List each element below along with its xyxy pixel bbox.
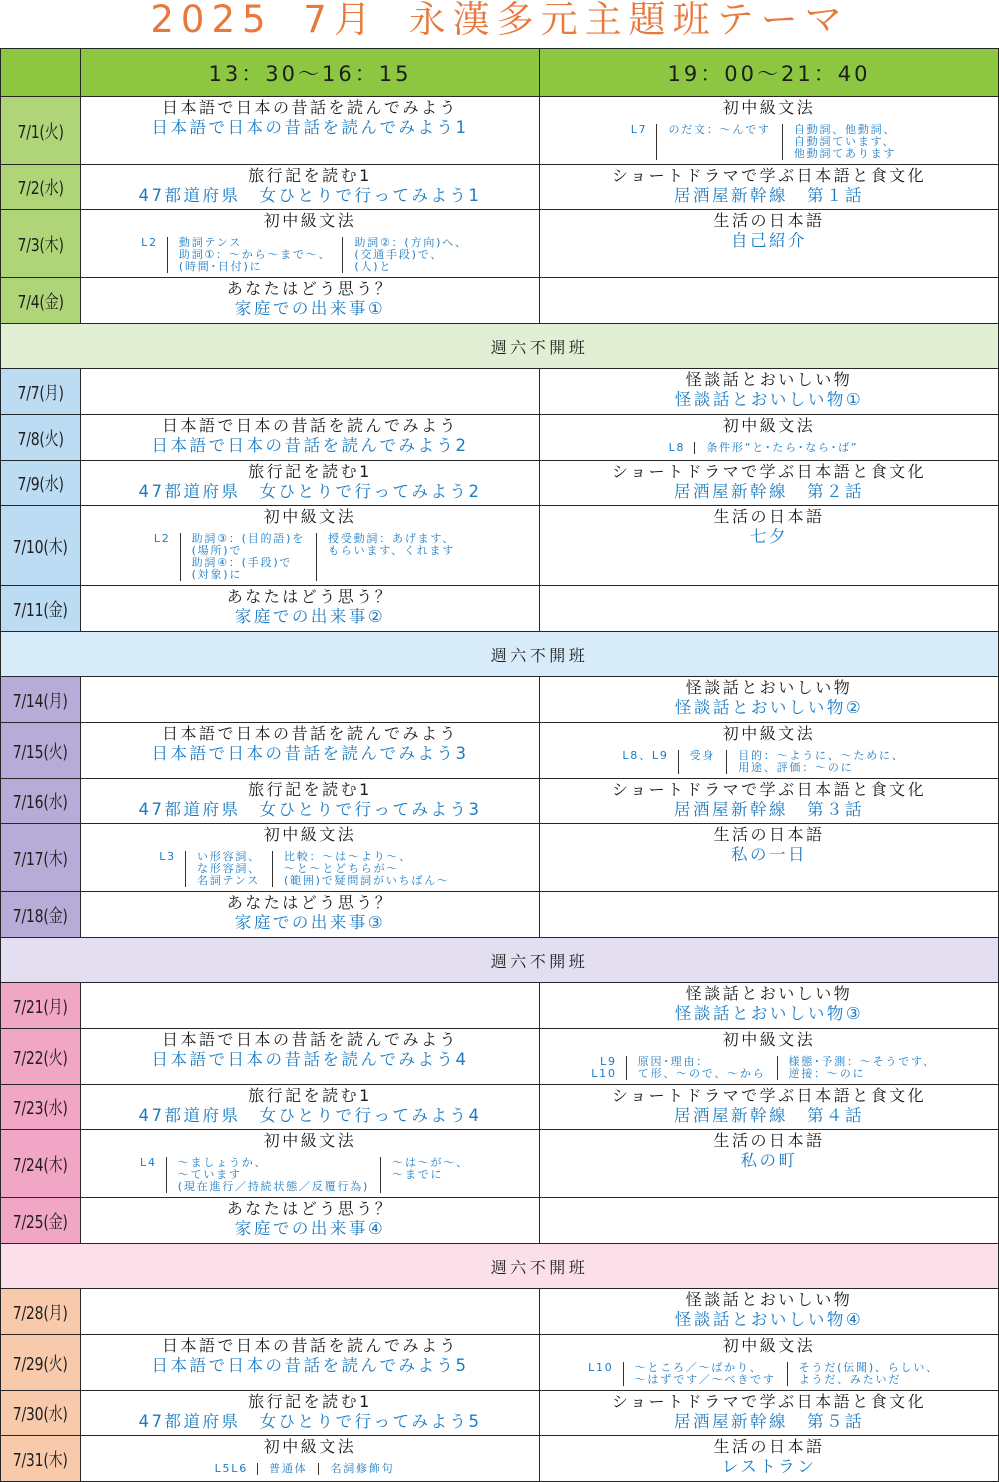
grammar-point-line: 条件形“と･たら･なら･ば” [706,441,859,454]
session-topic: 居酒屋新幹線 第２話 [674,482,864,501]
session-topic: 47都道府県 女ひとりで行ってみよう4 [138,1106,482,1125]
session-cell-afternoon [81,1335,540,1391]
date-cell [1,779,81,824]
session-cell-afternoon [81,506,540,586]
date-cell [1,824,81,892]
session-title: ショートドラマで学ぶ日本語と食文化 [611,1392,927,1411]
session-title: あなたはどう思う？ [226,279,394,298]
grammar-point-line: 名詞修飾句 [330,1462,395,1475]
grammar-point-line: て形、～ので、～から [637,1067,766,1080]
grammar-point-line: い形容詞、 [196,850,261,863]
date-cell [1,723,81,779]
grammar-point-line: ～ています [177,1168,242,1181]
session-topic: 居酒屋新幹線 第５話 [674,1412,864,1431]
lesson-line: L4 [140,1156,157,1169]
schedule-table [0,48,999,1482]
session-topic: 怪談話とおいしい物① [674,390,864,409]
schedule-row [1,1335,999,1391]
date-label: 7/10(木) [13,536,68,558]
grammar-point [726,750,915,774]
date-label: 7/29(火) [13,1353,68,1375]
schedule-row [1,415,999,461]
session-cell-afternoon [81,586,540,632]
session-cell-evening [540,506,999,586]
session-topic: 居酒屋新幹線 第１話 [674,186,864,205]
closed-row [1,324,999,369]
date-cell [1,506,81,586]
session-topic: レストラン [721,1457,817,1476]
session-cell-afternoon [81,415,540,461]
grammar-point-line: 名詞テンス [196,874,261,887]
schedule-row [1,506,999,586]
schedule-row [1,1391,999,1436]
grammar-details [669,442,870,454]
session-cell-afternoon [81,1029,540,1085]
session-cell-evening [540,461,999,506]
grammar-point-line: な形容詞、 [196,862,261,875]
schedule-row [1,824,999,892]
session-title: 初中級文法 [722,1030,816,1049]
lesson-line: L5L6 [214,1462,249,1475]
schedule-row [1,779,999,824]
lesson-line: L8、L9 [622,749,669,762]
grammar-point-line: ～と～とどちらが～ [283,862,400,875]
session-cell-afternoon [81,1391,540,1436]
session-title: 旅行記を読む1 [248,462,372,481]
session-topic: 家庭での出来事④ [234,1219,386,1238]
lesson-label [215,1463,257,1475]
lesson-label [591,1056,626,1080]
date-cell [1,1391,81,1436]
grammar-point [257,1463,318,1475]
session-topic: 私の町 [740,1151,798,1170]
lesson-line: L7 [630,123,648,136]
date-label: 7/11(金) [13,599,68,621]
date-cell [1,97,81,165]
session-cell-evening [540,369,999,415]
date-label: 7/17(木) [13,848,68,870]
grammar-point-line: 助詞①：～から～まで～、 [178,248,332,261]
header-date-cell [1,49,81,97]
session-cell-evening [540,1130,999,1198]
session-title: 旅行記を読む1 [248,1392,372,1411]
session-topic: 47都道府県 女ひとりで行ってみよう3 [138,800,482,819]
session-topic: 怪談話とおいしい物③ [674,1004,864,1023]
lesson-line: L8 [668,441,686,454]
grammar-point [656,124,781,160]
session-cell-evening [540,824,999,892]
date-label: 7/15(火) [13,741,68,763]
grammar-point [318,1463,405,1475]
session-cell-evening [540,1436,999,1482]
lesson-label [588,1362,623,1386]
session-cell-afternoon [81,1436,540,1482]
grammar-details [591,1056,947,1080]
date-label: 7/24(木) [13,1154,68,1176]
grammar-point-line: ～ましょうか、 [177,1156,268,1169]
session-title: あなたはどう思う？ [226,893,394,912]
session-topic: 怪談話とおいしい物② [674,698,864,717]
date-cell [1,1335,81,1391]
grammar-point-line: 様態･予測：～そうです、 [788,1055,936,1068]
closed-label: 週六不開班 [490,645,589,665]
grammar-point-line: 比較：～は～より～、 [283,850,412,863]
date-label: 7/25(金) [13,1211,68,1233]
session-title: 怪談話とおいしい物 [685,678,853,697]
grammar-point-line: (場所)で [191,544,243,557]
date-label: 7/28(月) [13,1302,68,1324]
schedule-row [1,278,999,324]
grammar-point [166,1157,380,1193]
grammar-point-line: 助詞③：(目的語)を [191,532,306,545]
schedule-row [1,1289,999,1335]
session-cell-afternoon [81,1130,540,1198]
closed-cell [1,632,999,677]
grammar-details [159,851,461,887]
header-row [1,49,999,97]
session-topic: 居酒屋新幹線 第４話 [674,1106,864,1125]
grammar-point [777,1056,947,1080]
empty-slot-afternoon [81,983,540,1029]
session-topic: 私の一日 [731,845,807,864]
date-cell [1,677,81,723]
session-topic: 家庭での出来事② [234,607,386,626]
session-topic: 日本語で日本の昔話を読んでみよう1 [151,118,469,137]
session-cell-afternoon [81,1198,540,1244]
lesson-label [669,442,695,454]
grammar-point-line: ～までに [392,1168,444,1181]
session-title: 生活の日本語 [713,507,825,526]
session-title: 初中級文法 [263,1437,357,1456]
session-title: 生活の日本語 [713,1437,825,1456]
grammar-point [316,533,466,581]
schedule-row [1,723,999,779]
session-topic: 怪談話とおいしい物④ [674,1310,864,1329]
date-cell [1,1085,81,1130]
session-title: 日本語で日本の昔話を読んでみよう [161,724,458,743]
session-cell-evening [540,779,999,824]
grammar-point-line: 用途、評価：～のに [738,761,854,774]
session-title: ショートドラマで学ぶ日本語と食文化 [611,1086,927,1105]
date-label: 7/3(木) [17,234,64,256]
date-cell [1,1436,81,1482]
session-topic: 日本語で日本の昔話を読んでみよう2 [151,436,469,455]
session-topic: 家庭での出来事① [234,299,386,318]
grammar-point [272,851,461,887]
date-label: 7/1(火) [17,121,64,143]
session-title: 初中級文法 [263,1131,357,1150]
date-cell [1,1198,81,1244]
date-label: 7/16(水) [13,792,68,813]
closed-cell [1,938,999,983]
grammar-point-line: (範囲)で疑問詞がいちばん～ [283,874,450,887]
date-label: 7/21(月) [13,996,68,1018]
session-cell-evening [540,677,999,723]
grammar-point [782,124,907,160]
session-topic: 日本語で日本の昔話を読んでみよう4 [151,1050,469,1069]
session-cell-afternoon [81,278,540,324]
closed-label: 週六不開班 [490,337,589,357]
session-topic: 日本語で日本の昔話を読んでみよう5 [151,1356,469,1375]
grammar-details [588,1362,950,1386]
session-title: 初中級文法 [263,211,357,230]
header-evening-cell [540,49,999,97]
session-topic: 居酒屋新幹線 第３話 [674,800,864,819]
empty-slot-afternoon [81,369,540,415]
grammar-point-line: 自動詞、他動詞、 [793,123,897,136]
grammar-point-line: 原因･理由： [637,1055,710,1068]
schedule-row [1,461,999,506]
session-title: 日本語で日本の昔話を読んでみよう [161,416,458,435]
grammar-point [342,237,478,273]
session-title: あなたはどう思う？ [226,587,394,606]
empty-slot-afternoon [81,677,540,723]
empty-slot-evening [540,892,999,938]
schedule-row [1,1130,999,1198]
grammar-details [154,533,466,581]
session-topic: 家庭での出来事③ [234,913,386,932]
date-cell [1,210,81,278]
grammar-point [623,1362,787,1386]
session-title: 初中級文法 [722,1336,816,1355]
grammar-point-line: 他動詞てあります [793,147,897,160]
session-cell-evening [540,415,999,461]
grammar-point-line: ～は～が～、 [392,1156,469,1169]
session-cell-afternoon [81,779,540,824]
date-label: 7/18(金) [13,905,68,927]
date-cell [1,278,81,324]
session-cell-evening [540,210,999,278]
empty-slot-evening [540,586,999,632]
date-label: 7/9(水) [17,474,64,495]
grammar-point-line: もらいます、くれます [328,544,456,557]
date-cell [1,1289,81,1335]
session-cell-afternoon [81,1085,540,1130]
grammar-details [215,1463,406,1475]
session-cell-evening [540,165,999,210]
lesson-label [154,533,180,581]
grammar-point-line: 普通体 [269,1462,308,1475]
empty-slot-afternoon [81,1289,540,1335]
schedule-row [1,1198,999,1244]
schedule-row [1,165,999,210]
lesson-line: L10 [588,1361,614,1374]
page-title: 2025 7月 永漢多元主題班テーマ [150,0,849,41]
grammar-point-line: 助詞④：(手段)で [191,556,293,569]
grammar-point-line: (人)と [354,260,393,273]
session-title: 日本語で日本の昔話を読んでみよう [161,1030,458,1049]
session-title: 日本語で日本の昔話を読んでみよう [161,1336,458,1355]
session-title: 旅行記を読む1 [248,166,372,185]
date-label: 7/14(月) [13,690,68,712]
schedule-row [1,586,999,632]
lesson-line: L9 [600,1055,617,1068]
schedule-row [1,1436,999,1482]
session-topic: 自己紹介 [731,231,807,250]
date-cell [1,165,81,210]
date-label: 7/31(木) [13,1449,68,1471]
date-label: 7/2(水) [17,178,64,199]
closed-label: 週六不開班 [490,1257,589,1277]
date-cell [1,892,81,938]
lesson-label [159,851,185,887]
schedule-row [1,369,999,415]
date-cell [1,415,81,461]
grammar-point-line: そうだ(伝聞)、らしい、 [798,1361,939,1374]
session-cell-afternoon [81,723,540,779]
session-topic: 七夕 [750,527,788,546]
date-label: 7/4(金) [17,291,64,313]
schedule-row [1,983,999,1029]
date-cell [1,369,81,415]
schedule-row [1,1029,999,1085]
session-title: 初中級文法 [722,416,816,435]
lesson-line: L2 [141,236,158,249]
session-cell-afternoon [81,892,540,938]
session-title: 初中級文法 [722,98,816,117]
session-cell-evening [540,1085,999,1130]
date-label: 7/22(火) [13,1047,68,1069]
empty-slot-evening [540,1198,999,1244]
closed-cell [1,324,999,369]
session-title: ショートドラマで学ぶ日本語と食文化 [611,462,927,481]
grammar-point-line: 授受動詞：あげます、 [328,532,456,545]
session-title: 生活の日本語 [713,211,825,230]
session-title: 初中級文法 [722,724,816,743]
grammar-point-line: (現在進行／持続状態／反覆行為) [177,1180,370,1193]
session-cell-evening [540,1029,999,1085]
grammar-point [626,1056,777,1080]
grammar-details [622,750,915,774]
grammar-point-line: 自動詞ています、 [793,135,896,148]
lesson-label [622,750,677,774]
lesson-line: L10 [591,1067,617,1080]
schedule-row [1,1085,999,1130]
date-cell [1,461,81,506]
session-topic: 47都道府県 女ひとりで行ってみよう5 [138,1412,482,1431]
session-topic: 日本語で日本の昔話を読んでみよう3 [151,744,469,763]
lesson-line: L2 [153,532,171,545]
closed-cell [1,1244,999,1289]
grammar-point-line: (対象)に [191,568,243,581]
schedule-row [1,677,999,723]
date-label: 7/8(火) [17,428,64,450]
session-title: 生活の日本語 [713,1131,825,1150]
grammar-point-line: 目的：～ように、～ために、 [738,749,905,762]
grammar-point [787,1362,950,1386]
grammar-point-line: のだ文：～んです [668,123,771,136]
session-title: 怪談話とおいしい物 [685,370,853,389]
session-title: 旅行記を読む1 [248,780,372,799]
grammar-point-line: ～ところ／～ばかり、 [634,1361,763,1374]
date-cell [1,1130,81,1198]
grammar-details [140,1157,480,1193]
lesson-label [140,1157,166,1193]
grammar-point-line: 動詞テンス [178,236,243,249]
session-cell-evening [540,1391,999,1436]
session-cell-afternoon [81,210,540,278]
date-cell [1,1029,81,1085]
date-label: 7/7(月) [17,382,64,404]
grammar-point [167,237,342,273]
date-label: 7/30(水) [13,1404,68,1425]
session-title: 旅行記を読む1 [248,1086,372,1105]
lesson-line: L3 [159,850,176,863]
session-title: 怪談話とおいしい物 [685,984,853,1003]
closed-label: 週六不開班 [490,951,589,971]
session-title: 怪談話とおいしい物 [685,1290,853,1309]
grammar-point-line: (時間･日付)に [178,260,263,273]
grammar-point [185,851,272,887]
grammar-point-line: ようだ、みたいだ [798,1373,902,1386]
session-topic: 47都道府県 女ひとりで行ってみよう2 [138,482,482,501]
grammar-point-line: 逆接：～のに [788,1067,866,1080]
session-title: 日本語で日本の昔話を読んでみよう [161,98,458,117]
grammar-point [678,750,727,774]
grammar-point-line: (交通手段)で、 [354,248,444,261]
header-afternoon-cell [81,49,540,97]
grammar-point-line: 受身 [689,749,716,762]
date-label: 7/23(水) [13,1098,68,1119]
grammar-point [380,1157,480,1193]
session-cell-evening [540,1289,999,1335]
session-title: 初中級文法 [263,507,357,526]
schedule-row [1,210,999,278]
grammar-details [631,124,908,160]
schedule-rows [1,97,999,1482]
session-cell-evening [540,983,999,1029]
closed-row [1,1244,999,1289]
closed-row [1,632,999,677]
session-title: ショートドラマで学ぶ日本語と食文化 [611,780,927,799]
grammar-point-line: ～はずです／～べきです [634,1373,776,1386]
session-cell-afternoon [81,461,540,506]
session-title: 初中級文法 [263,825,357,844]
evening-time-label: 19：00～21：40 [667,61,871,86]
grammar-point [180,533,316,581]
session-topic: 47都道府県 女ひとりで行ってみよう1 [138,186,482,205]
session-cell-afternoon [81,165,540,210]
afternoon-time-label: 13：30～16：15 [208,61,412,86]
session-cell-evening [540,1335,999,1391]
schedule-row [1,892,999,938]
date-cell [1,983,81,1029]
schedule-row [1,97,999,165]
session-cell-evening [540,723,999,779]
date-cell [1,586,81,632]
grammar-details [141,237,479,273]
session-title: ショートドラマで学ぶ日本語と食文化 [611,166,927,185]
session-cell-afternoon [81,824,540,892]
grammar-point-line: 助詞②：(方向)へ、 [354,236,468,249]
closed-row [1,938,999,983]
empty-slot-evening [540,278,999,324]
grammar-point [694,442,869,454]
session-cell-afternoon [81,97,540,165]
lesson-label [631,124,657,160]
session-cell-evening [540,97,999,165]
session-title: 生活の日本語 [713,825,825,844]
session-title: あなたはどう思う？ [226,1199,394,1218]
lesson-label [141,237,167,273]
